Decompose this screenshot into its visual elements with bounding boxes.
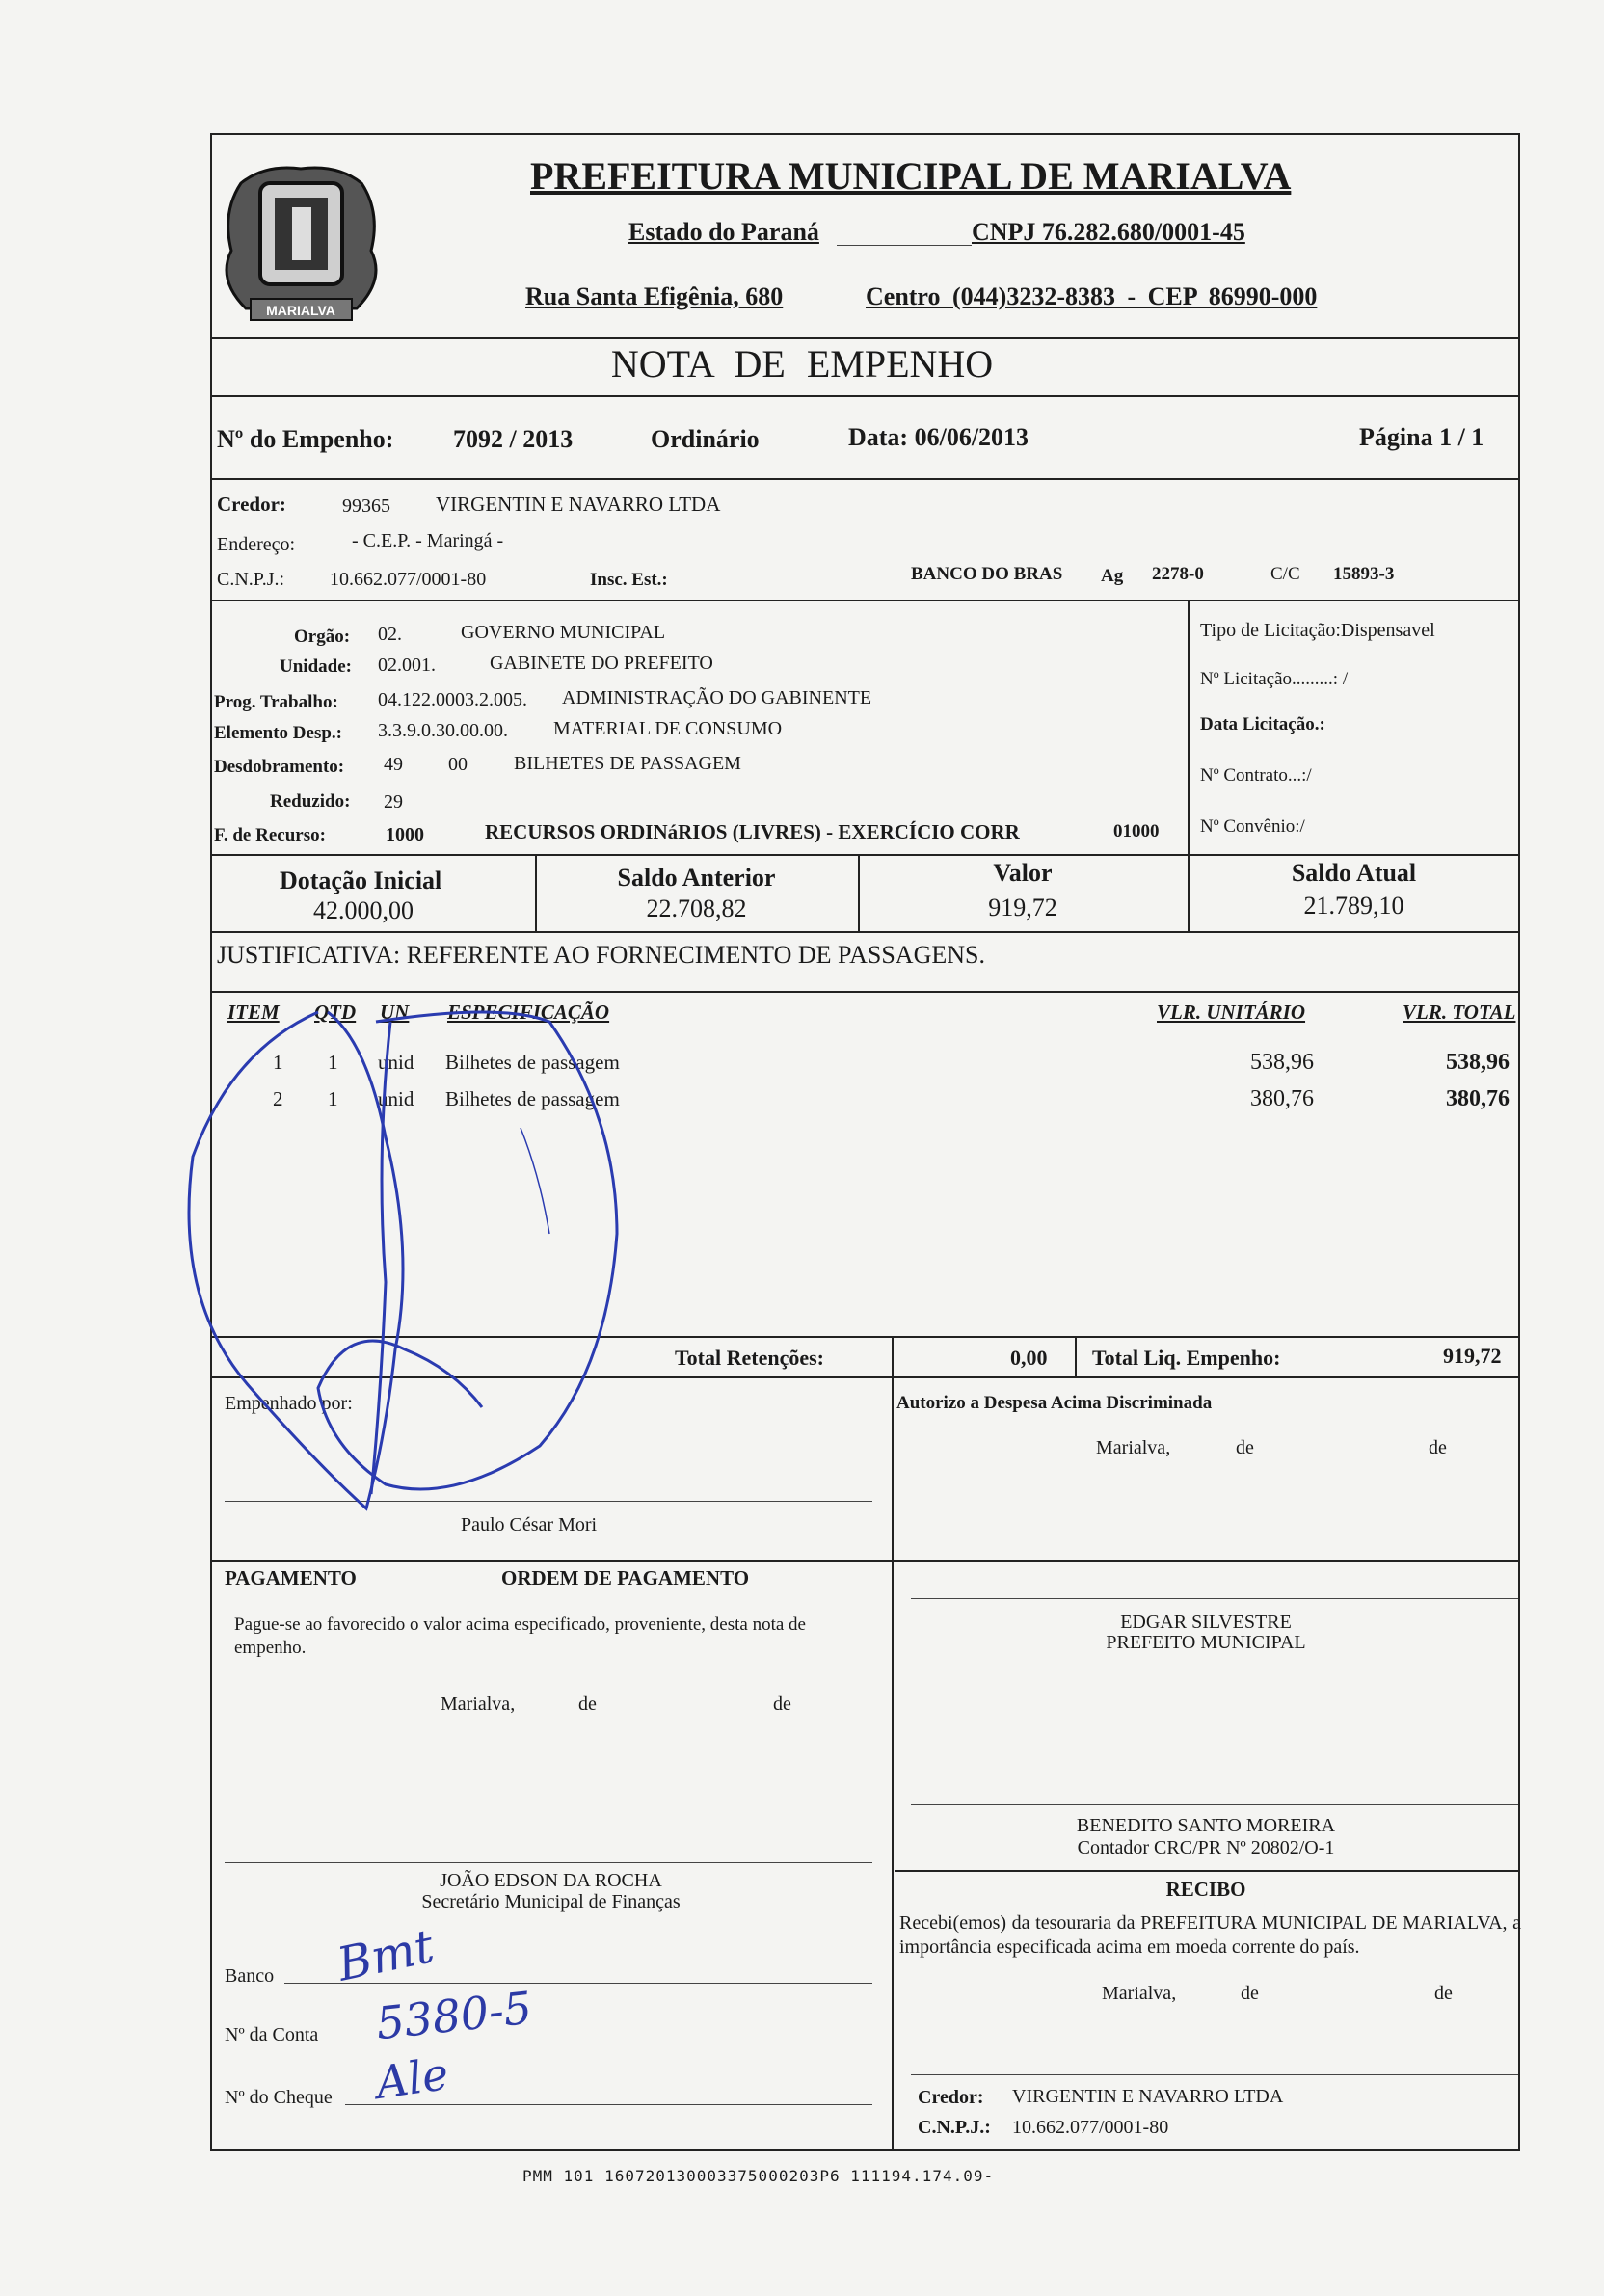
endereco-value: - C.E.P. - Maringá -: [352, 530, 504, 551]
banco-label: Banco: [225, 1965, 275, 1987]
divider: [210, 395, 1520, 397]
desdobramento-name: BILHETES DE PASSAGEM: [514, 753, 741, 774]
col-vlr-total-header: VLR. TOTAL: [1403, 1001, 1516, 1024]
contador-name: BENEDITO SANTO MOREIRA: [1076, 1815, 1336, 1836]
agency-number: 2278-0: [1152, 564, 1204, 584]
credor-cnpj: 10.662.077/0001-80: [330, 569, 487, 590]
divider: [210, 478, 1520, 480]
empenho-date: Data: 06/06/2013: [848, 423, 1029, 451]
page-number: Página 1 / 1: [1359, 423, 1484, 451]
divider: [1075, 1336, 1077, 1376]
divider: [210, 1376, 1520, 1378]
valor-label: Valor: [993, 859, 1053, 887]
empenhado-label: Empenhado por:: [225, 1393, 353, 1414]
justificativa: JUSTIFICATIVA: REFERENTE AO FORNECIMENTO DE PASSAGENS.: [217, 941, 985, 969]
pagamento-de: de: [578, 1694, 597, 1715]
prefeito-role: PREFEITO MUNICIPAL: [1106, 1632, 1306, 1653]
recibo-cnpj-label: C.N.P.J.:: [918, 2117, 991, 2138]
valor-value: 919,72: [988, 894, 1057, 921]
secretario-name: JOÃO EDSON DA ROCHA: [440, 1870, 662, 1891]
reduzido-label: Reduzido:: [270, 791, 351, 812]
pagamento-city: Marialva,: [441, 1694, 516, 1715]
item-unit: unid: [378, 1051, 414, 1074]
saldo-anterior-value: 22.708,82: [646, 894, 747, 922]
autorizo-de: de: [1236, 1437, 1254, 1458]
item-number: 2: [273, 1087, 283, 1110]
saldo-anterior-label: Saldo Anterior: [617, 864, 776, 892]
recibo-label: RECIBO: [1165, 1878, 1246, 1901]
insc-est-label: Insc. Est.:: [590, 570, 668, 590]
coat-of-arms-icon: [202, 145, 400, 337]
footer-code: PMM 101 160720130003375000203P6 111194.174.09-: [522, 2167, 995, 2185]
contador-role: Contador CRC/PR Nº 20802/O-1: [1077, 1837, 1335, 1858]
divider: [210, 854, 1520, 856]
orgao-name: GOVERNO MUNICIPAL: [461, 622, 666, 643]
data-licitacao: Data Licitação.:: [1200, 714, 1325, 734]
signature-line: [911, 1804, 1518, 1805]
signature-line: [911, 2074, 1518, 2075]
signature-line: [225, 1501, 872, 1502]
conta-label: Nº da Conta: [225, 2024, 319, 2045]
divider: [210, 600, 1520, 601]
recibo-credor-label: Credor:: [918, 2087, 984, 2108]
account-number: 15893-3: [1333, 564, 1395, 584]
autorizo-de: de: [1429, 1437, 1447, 1458]
address-contact: Centro (044)3232-8383 - CEP 86990-000: [866, 282, 1318, 310]
orgao-code: 02.: [378, 624, 402, 645]
desdobramento-code: 49: [384, 754, 403, 775]
recibo-de: de: [1241, 1983, 1259, 2004]
underline: [837, 245, 972, 246]
item-total-value: 538,96: [1446, 1050, 1510, 1075]
divider: [210, 1336, 1520, 1338]
item-qtd: 1: [328, 1087, 338, 1110]
dotacao-value: 42.000,00: [313, 896, 414, 924]
cheque-handwriting: Ale: [372, 2047, 452, 2109]
document-type-title: NOTA DE EMPENHO: [610, 342, 994, 386]
pagamento-de: de: [773, 1694, 791, 1715]
col-especificacao-header: ESPECIFICAÇÃO: [447, 1001, 610, 1024]
recibo-de: de: [1434, 1983, 1453, 2004]
item-description: Bilhetes de passagem: [445, 1051, 620, 1074]
state-name: Estado do Paraná: [628, 218, 819, 246]
recurso-name: RECURSOS ORDINáRIOS (LIVRES) - EXERCÍCIO CORR: [485, 820, 1020, 843]
divider: [892, 1336, 894, 2151]
unidade-name: GABINETE DO PREFEITO: [490, 653, 713, 674]
divider: [1188, 600, 1190, 854]
elemento-code: 3.3.9.0.30.00.00.: [378, 720, 508, 741]
total-liquido-label: Total Liq. Empenho:: [1092, 1346, 1281, 1370]
credor-name: VIRGENTIN E NAVARRO LTDA: [436, 493, 721, 516]
recibo-cnpj: 10.662.077/0001-80: [1012, 2117, 1169, 2138]
recibo-text: Recebi(emos) da tesouraria da PREFEITURA MUNICIPAL DE MARIALVA, a importância especificada acima em moeda corrente do país.: [899, 1912, 1521, 1958]
elemento-name: MATERIAL DE CONSUMO: [553, 718, 783, 739]
prog-trabalho-label: Prog. Trabalho:: [214, 692, 338, 712]
table-row: [0, 1050, 1604, 1081]
empenho-number: 7092 / 2013: [453, 425, 574, 453]
empenhado-name: Paulo César Mori: [461, 1514, 598, 1535]
divider: [210, 1560, 1520, 1562]
item-qtd: 1: [328, 1051, 338, 1074]
total-liquido-value: 919,72: [1443, 1344, 1502, 1368]
credor-code: 99365: [342, 495, 390, 517]
banco-handwriting: Bmt: [333, 1919, 439, 1992]
cnpj: CNPJ 76.282.680/0001-45: [972, 218, 1245, 246]
empenho-type: Ordinário: [651, 425, 760, 453]
divider: [210, 991, 1520, 993]
orgao-label: Orgão:: [294, 627, 351, 647]
col-qtd-header: QTD: [314, 1001, 357, 1024]
numero-licitacao: Nº Licitação.........: /: [1200, 669, 1349, 689]
item-number: 1: [273, 1051, 283, 1074]
cheque-label: Nº do Cheque: [225, 2087, 333, 2108]
page-title: PREFEITURA MUNICIPAL DE MARIALVA: [530, 154, 1292, 198]
prog-trabalho-code: 04.122.0003.2.005.: [378, 689, 527, 710]
table-row: [0, 1086, 1604, 1118]
saldo-atual-value: 21.789,10: [1303, 892, 1404, 920]
endereco-label: Endereço:: [217, 534, 296, 555]
recurso-label: F. de Recurso:: [214, 825, 326, 845]
desdobramento-sub: 00: [448, 754, 468, 775]
recurso-number: 01000: [1113, 821, 1160, 841]
cnpj-label: C.N.P.J.:: [217, 569, 285, 590]
tipo-licitacao: Tipo de Licitação:Dispensavel: [1200, 620, 1435, 641]
recibo-city: Marialva,: [1102, 1983, 1177, 2004]
agency-label: Ag: [1101, 566, 1124, 586]
prefeito-name: EDGAR SILVESTRE: [1120, 1612, 1292, 1633]
divider: [210, 337, 1520, 339]
ordem-pagamento-label: ORDEM DE PAGAMENTO: [501, 1566, 750, 1589]
recurso-code: 1000: [386, 824, 424, 845]
elemento-label: Elemento Desp.:: [214, 723, 342, 743]
credor-label: Credor:: [217, 493, 286, 516]
item-total-value: 380,76: [1446, 1086, 1510, 1111]
saldo-atual-label: Saldo Atual: [1291, 859, 1417, 887]
coat-of-arms-text: MARIALVA: [266, 303, 335, 318]
autorizo-label: Autorizo a Despesa Acima Discriminada: [896, 1393, 1213, 1413]
cheque-line: [345, 2104, 872, 2105]
total-retencoes-label: Total Retenções:: [675, 1346, 824, 1370]
col-item-header: ITEM: [227, 1001, 280, 1024]
unidade-code: 02.001.: [378, 654, 436, 676]
numero-convenio: Nº Convênio:/: [1200, 816, 1305, 837]
conta-handwriting: 5380-5: [373, 1981, 535, 2050]
total-retencoes-value: 0,00: [1010, 1346, 1048, 1370]
street-address: Rua Santa Efigênia, 680: [525, 282, 784, 310]
signature-line: [911, 1598, 1518, 1599]
empenho-number-label: Nº do Empenho:: [217, 425, 394, 453]
account-label: C/C: [1270, 564, 1300, 584]
pagamento-text: Pague-se ao favorecido o valor acima especificado, proveniente, desta nota de empenho.: [234, 1615, 806, 1658]
item-unit-value: 380,76: [1250, 1086, 1314, 1111]
divider: [210, 931, 1520, 933]
reduzido-value: 29: [384, 791, 403, 813]
item-unit-value: 538,96: [1250, 1050, 1314, 1075]
secretario-role: Secretário Municipal de Finanças: [421, 1891, 681, 1912]
col-vlr-unitario-header: VLR. UNITÁRIO: [1157, 1001, 1306, 1024]
dotacao-label: Dotação Inicial: [280, 867, 442, 894]
divider: [895, 1870, 1520, 1872]
recibo-credor-name: VIRGENTIN E NAVARRO LTDA: [1012, 2086, 1284, 2107]
pagamento-label: PAGAMENTO: [225, 1566, 357, 1589]
signature-line: [225, 1862, 872, 1863]
desdobramento-label: Desdobramento:: [214, 757, 345, 777]
autorizo-city: Marialva,: [1096, 1437, 1171, 1458]
numero-contrato: Nº Contrato...:/: [1200, 765, 1312, 786]
bank-name: BANCO DO BRAS: [911, 564, 1063, 584]
unidade-label: Unidade:: [280, 656, 352, 677]
prog-trabalho-name: ADMINISTRAÇÃO DO GABINENTE: [562, 687, 872, 708]
item-description: Bilhetes de passagem: [445, 1087, 620, 1110]
item-unit: unid: [378, 1087, 414, 1110]
col-un-header: UN: [380, 1001, 410, 1024]
